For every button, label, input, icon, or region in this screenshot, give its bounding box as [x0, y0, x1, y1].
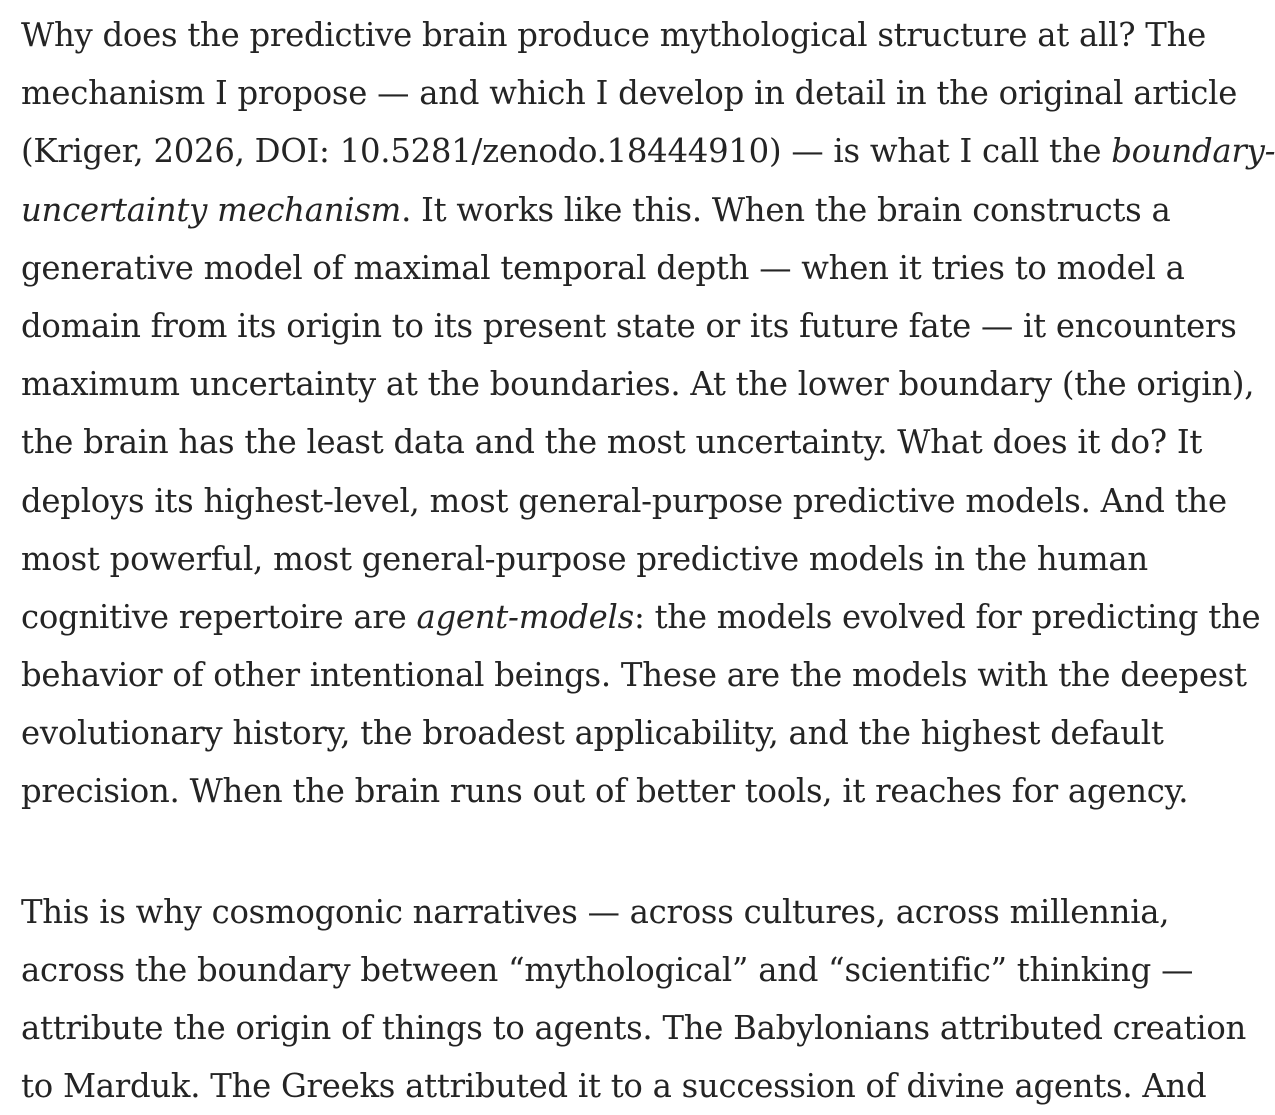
text-line: cognitive repertoire are agent-models: the models evolved for predicting the: [21, 597, 1261, 636]
text-line: attribute the origin of things to agents. The Babylonians attributed creation: [21, 1009, 1247, 1047]
emphasis-term: agent-models: [416, 597, 634, 636]
emphasis-term: boundary-: [1111, 132, 1275, 171]
text-line: generative model of maximal temporal depth — when it tries to model a: [21, 248, 1185, 287]
text-line: deploys its highest-level, most general-purpose predictive models. And the: [21, 481, 1227, 520]
text-line: (Kriger, 2026, DOI: 10.5281/zenodo.18444910) — is what I call the boundary-: [21, 132, 1275, 171]
article-body: [21, 0, 1275, 1115]
text-line: precision. When the brain runs out of better tools, it reaches for agency.: [21, 772, 1189, 811]
text-line: most powerful, most general-purpose predictive models in the human: [21, 539, 1148, 578]
text-line: across the boundary between “mythological” and “scientific” thinking —: [21, 950, 1194, 989]
text-line: Why does the predictive brain produce mythological structure at all? The: [21, 16, 1206, 54]
text-line: behavior of other intentional beings. These are the models with the deepest: [21, 656, 1247, 695]
text-line: This is why cosmogonic narratives — across cultures, across millennia,: [21, 892, 1170, 931]
text-line: evolutionary history, the broadest applicability, and the highest default: [21, 714, 1164, 753]
text-line: maximum uncertainty at the boundaries. At the lower boundary (the origin),: [21, 365, 1255, 404]
text-line: mechanism I propose — and which I develop in detail in the original article: [21, 74, 1238, 113]
text-line: domain from its origin to its present state or its future fate — it encounters: [21, 306, 1237, 345]
text-line: uncertainty mechanism. It works like this. When the brain constructs a: [21, 190, 1171, 229]
emphasis-term: uncertainty mechanism: [21, 190, 402, 229]
text-line: to Marduk. The Greeks attributed it to a succession of divine agents. And: [21, 1067, 1207, 1106]
text-line: the brain has the least data and the most uncertainty. What does it do? It: [21, 423, 1203, 462]
paragraph-cosmogonic-narratives: [21, 883, 1251, 1115]
paragraph-boundary-uncertainty: [21, 0, 1275, 821]
